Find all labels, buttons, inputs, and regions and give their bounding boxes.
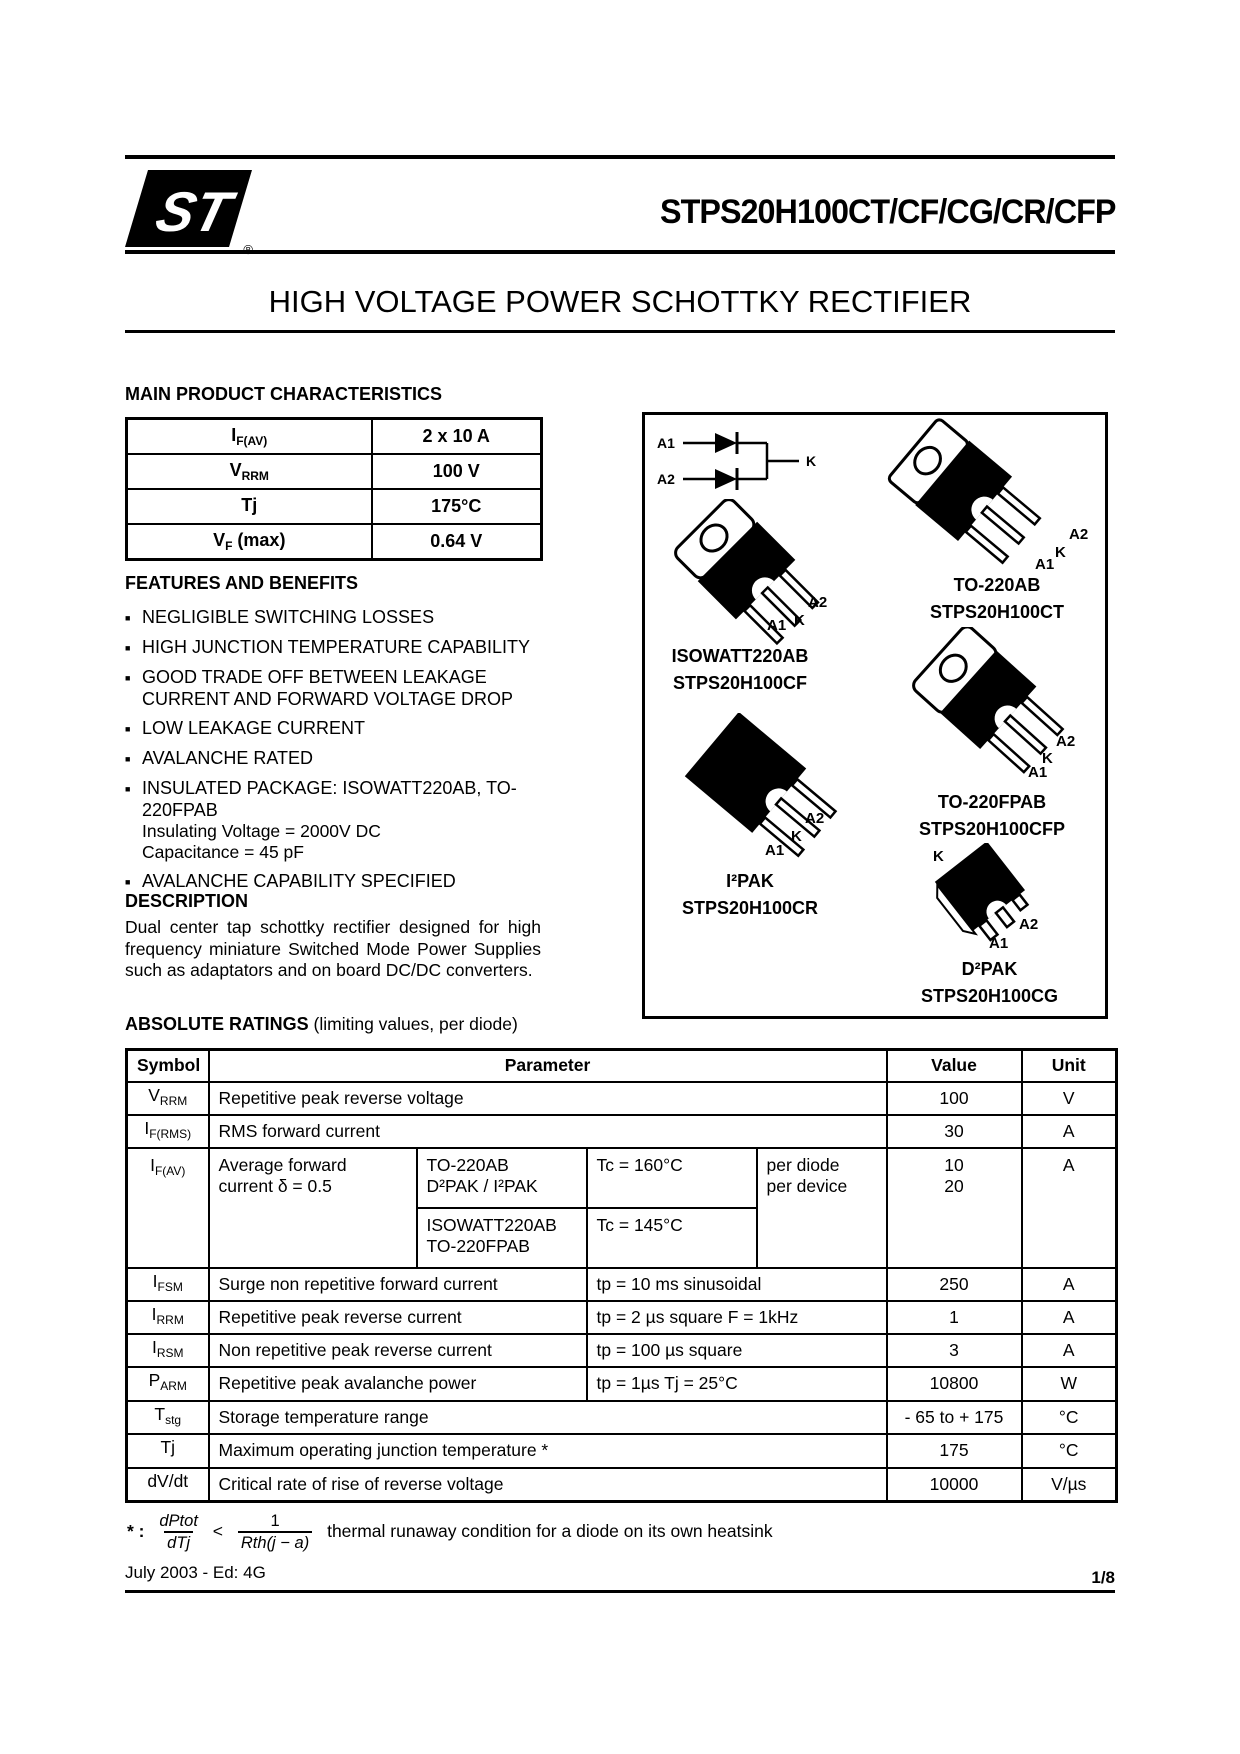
rating-parameter: Surge non repetitive forward current bbox=[209, 1268, 587, 1301]
i2pak-pin-a2-label: A2 bbox=[805, 810, 825, 827]
main-characteristics-heading: MAIN PRODUCT CHARACTERISTICS bbox=[125, 384, 442, 404]
rating-value: 10 20 bbox=[887, 1148, 1022, 1268]
rating-unit: A bbox=[1022, 1301, 1117, 1334]
to220fp-pin-a2-label: A2 bbox=[1056, 733, 1076, 750]
description-heading: DESCRIPTION bbox=[125, 891, 249, 911]
square-bullet-icon: ■ bbox=[125, 754, 131, 764]
table-header-row bbox=[127, 1050, 1117, 1082]
page-number: 1/8 bbox=[1091, 1568, 1115, 1587]
square-bullet-icon: ■ bbox=[125, 613, 131, 623]
absolute-ratings-table bbox=[125, 1048, 1118, 1503]
rating-symbol: $I_{RSM}$ bbox=[127, 1334, 209, 1367]
characteristic-symbol: Tj bbox=[127, 489, 372, 524]
i2pak-package-drawing bbox=[659, 713, 844, 863]
rating-parameter: RMS forward current bbox=[209, 1115, 887, 1148]
table-row bbox=[127, 1148, 1117, 1208]
diode-symbol-icon bbox=[681, 427, 806, 499]
rating-unit: °C bbox=[1022, 1401, 1117, 1434]
isowatt-pin-a2-label: A2 bbox=[808, 594, 828, 611]
rating-value: 10800 bbox=[887, 1367, 1022, 1401]
characteristic-symbol: $V_{RRM}$ bbox=[127, 454, 372, 489]
table-row bbox=[127, 489, 542, 524]
fraction-one-over-rth: $\frac{1}{\text{Rth(j − a)}}$ bbox=[238, 1512, 312, 1553]
rating-parameter: Storage temperature range bbox=[209, 1401, 887, 1434]
rating-package-bottom: ISOWATT220AB TO-220FPAB bbox=[417, 1208, 587, 1268]
table-row bbox=[127, 1401, 1117, 1434]
characteristic-value: 175°C bbox=[372, 489, 542, 524]
st-logo-text: ST bbox=[149, 181, 237, 244]
table-row bbox=[127, 1434, 1117, 1468]
rating-value: 30 bbox=[887, 1115, 1022, 1148]
main-characteristics-table bbox=[125, 417, 543, 561]
fraction-dptot-dtj: $\frac{\text{dPtot}}{\text{dTj}}$ bbox=[159, 1512, 198, 1552]
rating-value: 175 bbox=[887, 1434, 1022, 1468]
rating-parameter: Average forward current δ = 0.5 bbox=[209, 1148, 417, 1268]
d2pak-pin-k-label: K bbox=[933, 848, 944, 865]
page-title: STPS20H100CT/CF/CG/CR/CFP bbox=[659, 193, 1115, 231]
column-header-symbol: Symbol bbox=[127, 1050, 209, 1082]
isowatt-pin-a1-label: A1 bbox=[767, 617, 787, 634]
st-logo bbox=[125, 167, 255, 251]
to220-pin-a1-label: A1 bbox=[1035, 556, 1055, 573]
table-row bbox=[127, 419, 542, 455]
list-item: ■ AVALANCHE RATED bbox=[125, 748, 314, 768]
rating-symbol: $I_{RRM}$ bbox=[127, 1301, 209, 1334]
footer-date-edition: July 2003 - Ed: 4G bbox=[125, 1563, 266, 1582]
rating-parameter: Non repetitive peak reverse current bbox=[209, 1334, 587, 1367]
rating-value: 3 bbox=[887, 1334, 1022, 1367]
characteristic-value: 2 x 10 A bbox=[372, 419, 542, 455]
table-row bbox=[127, 1268, 1117, 1301]
rating-unit: A bbox=[1022, 1148, 1117, 1268]
rating-symbol: $V_{RRM}$ bbox=[127, 1082, 209, 1115]
footnote-marker: * : bbox=[127, 1521, 145, 1542]
list-item: ■ GOOD TRADE OFF BETWEEN LEAKAGE CURRENT AND FORWARD VOLTAGE DROP bbox=[125, 667, 514, 709]
feature-subline: Insulating Voltage = 2000V DC bbox=[142, 821, 381, 841]
subtitle-rule bbox=[125, 330, 1115, 333]
rating-symbol: $I_{F(AV)}$ bbox=[127, 1148, 209, 1268]
rating-value: 10000 bbox=[887, 1468, 1022, 1502]
table-row bbox=[127, 1301, 1117, 1334]
description-text: Dual center tap schottky rectifier designed for high frequency miniature Switched Mode Power Supplies such as adaptators and on board DC/DC converters. bbox=[125, 917, 541, 980]
list-item: ■ HIGH JUNCTION TEMPERATURE CAPABILITY bbox=[125, 637, 531, 657]
column-header-value: Value bbox=[887, 1050, 1022, 1082]
rating-condition: tp = 1µs Tj = 25°C bbox=[587, 1367, 887, 1401]
to220-caption: TO-220AB STPS20H100CT bbox=[929, 575, 1065, 622]
table-row bbox=[127, 524, 542, 560]
rating-condition: tp = 100 µs square bbox=[587, 1334, 887, 1367]
to220fp-pin-a1-label: A1 bbox=[1028, 764, 1048, 781]
rating-parameter: Maximum operating junction temperature * bbox=[209, 1434, 887, 1468]
i2pak-pin-a1-label: A1 bbox=[765, 842, 785, 859]
rating-unit: V/µs bbox=[1022, 1468, 1117, 1502]
anode1-label: A1 bbox=[657, 435, 675, 451]
square-bullet-icon: ■ bbox=[125, 643, 131, 653]
square-bullet-icon: ■ bbox=[125, 877, 131, 887]
rating-parameter: Repetitive peak reverse voltage bbox=[209, 1082, 887, 1115]
list-item: ■ AVALANCHE CAPABILITY SPECIFIED bbox=[125, 871, 456, 891]
to220-pin-a2-label: A2 bbox=[1069, 526, 1089, 543]
table-row bbox=[127, 1468, 1117, 1502]
rating-unit: A bbox=[1022, 1268, 1117, 1301]
list-item: ■ INSULATED PACKAGE: ISOWATT220AB, TO-220FPAB bbox=[125, 778, 517, 820]
i2pak-pin-k-label: K bbox=[791, 828, 802, 845]
rating-condition-bottom: Tc = 145°C bbox=[587, 1208, 757, 1268]
rating-condition: tp = 10 ms sinusoidal bbox=[587, 1268, 887, 1301]
rating-unit: A bbox=[1022, 1334, 1117, 1367]
rating-parameter: Critical rate of rise of reverse voltage bbox=[209, 1468, 887, 1502]
rating-symbol: $I_{F(RMS)}$ bbox=[127, 1115, 209, 1148]
rating-value: 1 bbox=[887, 1301, 1022, 1334]
rating-unit: W bbox=[1022, 1367, 1117, 1401]
rating-symbol: $I_{FSM}$ bbox=[127, 1268, 209, 1301]
st-logo-icon bbox=[125, 167, 255, 251]
characteristic-symbol: $V_F$ (max) bbox=[127, 524, 372, 560]
square-bullet-icon: ■ bbox=[125, 673, 131, 683]
rating-package-top: TO-220AB D²PAK / I²PAK bbox=[417, 1148, 587, 1208]
dual-diode-schematic bbox=[653, 427, 863, 507]
isowatt-caption: ISOWATT220AB STPS20H100CF bbox=[671, 646, 809, 693]
rating-symbol: $P_{ARM}$ bbox=[127, 1367, 209, 1401]
rating-scope: per diode per device bbox=[757, 1148, 887, 1268]
characteristic-value: 100 V bbox=[372, 454, 542, 489]
features-list bbox=[125, 606, 543, 900]
header-top-rule bbox=[125, 155, 1115, 159]
header-bottom-rule bbox=[125, 250, 1115, 254]
features-heading: FEATURES AND BENEFITS bbox=[125, 573, 359, 593]
d2pak-caption: D²PAK STPS20H100CG bbox=[920, 959, 1059, 1006]
less-than-sign: < bbox=[212, 1521, 224, 1542]
rating-parameter: Repetitive peak reverse current bbox=[209, 1301, 587, 1334]
table-row bbox=[127, 1115, 1117, 1148]
characteristic-symbol: $I_{F(AV)}$ bbox=[127, 419, 372, 455]
footer-rule bbox=[125, 1590, 1115, 1593]
characteristic-value: 0.64 V bbox=[372, 524, 542, 560]
table-row bbox=[127, 1367, 1117, 1401]
table-row bbox=[127, 1334, 1117, 1367]
table-row bbox=[127, 454, 542, 489]
rating-unit: V bbox=[1022, 1082, 1117, 1115]
footnote bbox=[127, 1512, 773, 1553]
rating-unit: °C bbox=[1022, 1434, 1117, 1468]
doc-subtitle: HIGH VOLTAGE POWER SCHOTTKY RECTIFIER bbox=[268, 284, 972, 319]
square-bullet-icon: ■ bbox=[125, 784, 131, 794]
table-row bbox=[127, 1082, 1117, 1115]
square-bullet-icon: ■ bbox=[125, 724, 131, 734]
rating-symbol: Tj bbox=[127, 1434, 209, 1468]
footnote-text: thermal runaway condition for a diode on its own heatsink bbox=[327, 1521, 773, 1542]
to220-pin-k-label: K bbox=[1055, 544, 1066, 561]
absolute-ratings-heading: ABSOLUTE RATINGS (limiting values, per diode) bbox=[125, 1014, 518, 1034]
rating-value: 250 bbox=[887, 1268, 1022, 1301]
to220fp-caption: TO-220FPAB STPS20H100CFP bbox=[918, 792, 1066, 839]
d2pak-pin-a2-label: A2 bbox=[1019, 916, 1039, 933]
rating-condition: tp = 2 µs square F = 1kHz bbox=[587, 1301, 887, 1334]
column-header-unit: Unit bbox=[1022, 1050, 1117, 1082]
rating-parameter: Repetitive peak avalanche power bbox=[209, 1367, 587, 1401]
rating-condition-top: Tc = 160°C bbox=[587, 1148, 757, 1208]
isowatt-pin-k-label: K bbox=[794, 612, 805, 629]
d2pak-pin-a1-label: A1 bbox=[989, 935, 1009, 952]
anode2-label: A2 bbox=[657, 471, 675, 487]
package-diagram-box bbox=[642, 412, 1108, 1019]
list-item: ■ LOW LEAKAGE CURRENT bbox=[125, 718, 366, 738]
rating-value: 100 bbox=[887, 1082, 1022, 1115]
list-item: ■ NEGLIGIBLE SWITCHING LOSSES bbox=[125, 607, 435, 627]
to220fp-pin-k-label: K bbox=[1042, 750, 1053, 767]
i2pak-caption: I²PAK STPS20H100CR bbox=[681, 871, 819, 918]
to-220fpab-package-drawing bbox=[887, 627, 1092, 782]
rating-unit: A bbox=[1022, 1115, 1117, 1148]
cathode-label: K bbox=[806, 453, 817, 469]
feature-subline: Capacitance = 45 pF bbox=[142, 842, 304, 862]
rating-symbol: dV/dt bbox=[127, 1468, 209, 1502]
rating-value: - 65 to + 175 bbox=[887, 1401, 1022, 1434]
column-header-parameter: Parameter bbox=[209, 1050, 887, 1082]
rating-symbol: $T_{stg}$ bbox=[127, 1401, 209, 1434]
